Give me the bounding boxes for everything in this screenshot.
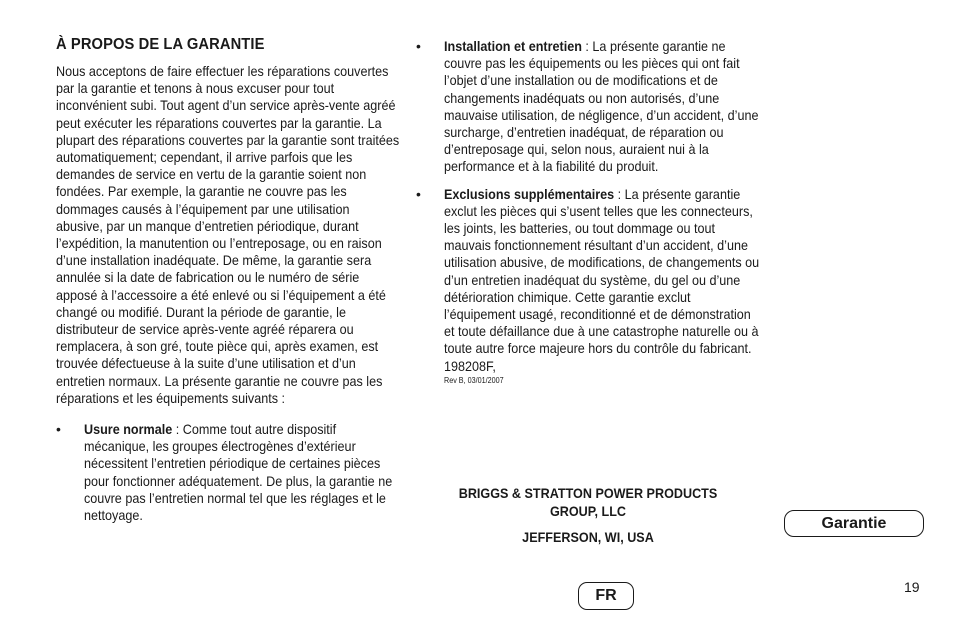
bullet-marker: • <box>56 421 61 438</box>
right-column <box>416 38 761 386</box>
bullet-text <box>84 421 399 524</box>
company-name: BRIGGS & STRATTON POWER PRODUCTS GROUP, LLC <box>458 485 718 519</box>
company-city: JEFFERSON, WI, USA <box>522 529 654 545</box>
left-column <box>56 36 400 524</box>
page-number: 19 <box>904 579 920 595</box>
section-heading: À PROPOS DE LA GARANTIE <box>56 36 265 53</box>
bullet-usure-normale <box>56 421 400 524</box>
language-tab: FR <box>578 582 634 610</box>
bullet-title: Installation et entretien <box>444 38 582 54</box>
section-tab: Garantie <box>784 510 924 537</box>
bullet-installation-entretien <box>416 38 761 176</box>
bullet-text <box>444 186 764 386</box>
bullet-body: : La présente garantie exclut les pièces qui s’usent telles que les connecteurs, les joints, les batteries, ou tout dommage ou tout mauvais fonctionnement résultant d’un accident, d’une utilisation abusive, de modifications, de changements ou d’un entretien inadéquat du système, du gel ou d’une détérioration chimique. Cette garantie exclut l’équipement usagé, reconditionné et de démonstration et toute défaillance due à une catastrophe naturelle ou à toute autre force majeure hors du contrôle du fabricant. 198208F, <box>444 185 760 374</box>
bullet-body: : Comme tout autre dispositif mécanique, les groupes électrogènes d’extérieur nécessitent l’entretien périodique de certaines pièces pour fonctionner adéquatement. De plus, la garantie ne couvre pas l’entretien normal tel que les réglages et le nettoyage. <box>84 421 393 524</box>
bullet-marker: • <box>416 185 421 202</box>
revision-note: Rev B, 03/01/2007 <box>444 375 504 385</box>
bullet-body: : La présente garantie ne couvre pas les équipements ou les pièces qui ont fait l’objet d’une installation ou de modifications et de changements inadéquats ou non autorisés, d’une mauvaise utilisation, de négligence, d’un accident, d’une surcharge, d’entretien inadéquat, de réparation ou d’entreposage qui, selon nous, auraient nui à la performance et à la fiabilité du produit. <box>444 38 759 175</box>
company-block <box>420 484 756 546</box>
warranty-intro-paragraph: Nous acceptons de faire effectuer les réparations couvertes par la garantie et tenons à nous excuser pour tout inconvénient subi. Tout agent d’un service après-vente agréé peut exécuter les réparations couvertes par la garantie. La plupart des réparations couvertes par la garantie sont traitées automatiquement; cependant, il arrive parfois que les demandes de service en vertu de la garantie soient non fondées. Par exemple, la garantie ne couvre pas les dommages causés à l’équipement par une utilisation abusive, par un manque d’entretien périodique, durant l’expédition, la manutention ou l’entreposage, ou en raison d’une installation inadéquate. De même, la garantie sera annulée si la date de fabrication ou le numéro de série apposé à l’accessoire a été enlevé ou si l’équipement a été changé ou modifié. Durant la période de garantie, le distributeur de service après-vente agréé réparera ou remplacera, à son gré, toute pièce qui, après examen, est trouvée défectueuse à la suite d’une utilisation et d’un entretien normaux. La présente garantie ne couvre pas les réparations et les équipements suivants : <box>56 63 400 406</box>
bullet-text <box>444 38 764 176</box>
bullet-title: Usure normale <box>84 421 173 438</box>
bullet-exclusions-supplementaires <box>416 186 761 386</box>
bullet-marker: • <box>416 38 421 54</box>
bullet-title: Exclusions supplémentaires <box>444 185 615 202</box>
